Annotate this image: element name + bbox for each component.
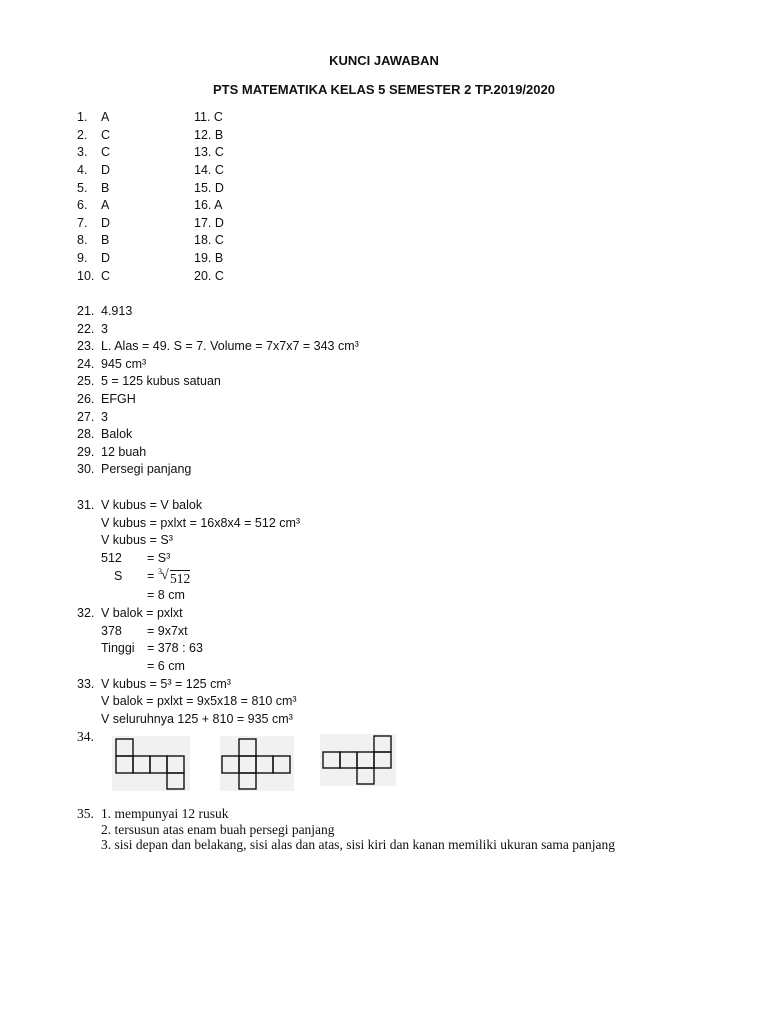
answer-line: V kubus = 5³ = 125 cm³	[101, 677, 231, 691]
answer-line: =	[147, 569, 155, 583]
answer-line: 378	[101, 624, 122, 638]
answer-line: S	[114, 569, 123, 583]
answer-line: V kubus = V balok	[101, 498, 203, 512]
cube-net-figure	[112, 736, 190, 791]
answer-line: = 8 cm	[147, 588, 185, 602]
answer-line: V kubus = S³	[101, 533, 173, 547]
cube-net-figure	[220, 736, 294, 791]
item-number: 32.	[77, 606, 95, 620]
answer-line: 512	[101, 551, 122, 565]
page-title: KUNCI JAWABAN	[329, 53, 439, 68]
cube-net-figure	[320, 734, 396, 786]
page-subtitle: PTS MATEMATIKA KELAS 5 SEMESTER 2 TP.2019/2020	[213, 82, 555, 97]
answer-line: 3. sisi depan dan belakang, sisi alas dan atas, sisi kiri dan kanan memiliki ukuran sama panjang	[101, 837, 616, 852]
answer-line: 1. mempunyai 12 rusuk	[101, 806, 229, 821]
answer-line: Tinggi	[101, 641, 135, 655]
answer-line: = 378 : 63	[147, 641, 203, 655]
answer-line: 2. tersusun atas enam buah persegi panjang	[101, 822, 335, 837]
item-number: 33.	[77, 677, 95, 691]
answer-key-page: KUNCI JAWABAN PTS MATEMATIKA KELAS 5 SEMESTER 2 TP.2019/2020 1. A 11. C 2. C 12. B 3. C 13. C 4. D 14. C 5. B 15. D 6. A 16. A 7. D 17. D 8. B 18. C 9. D 19. B 10. C 20. C 21. 4.913 22. 3 23. L. Alas = 49. S = 7. Volume = 7x7x7 = 343 cm³ 24. 945 cm³ 25. 5 = 125 kubus satuan 26. EFGH 27. 3 28. Balok 29. 12 buah 30. Persegi panjang 31. V kubus = V balok V kubus = pxlxt = 16x8x4 = 512 cm³ V kubus = S³ 512 = S³ S = 3 √ 512 = 8 cm 32. V balok = pxlxt 378 = 9x7xt Tinggi = 378 : 63 = 6 cm 33. V kubus = 5³ = 125 cm³ V balok = pxlxt = 9x5x18 = 810 cm³ V seluruhnya 125 + 810 = 935 cm³ 34. 35. 1. mempunyai 12 rusuk 2. tersusun atas enam buah persegi panjang 3. sisi depan dan belakang, sisi alas dan atas, sisi kiri dan kanan memiliki ukuran sama panjang	[0, 0, 768, 1024]
item-number: 34.	[77, 729, 94, 744]
item-number: 31.	[77, 498, 95, 512]
answer-line: = 6 cm	[147, 659, 185, 673]
answer-line: = S³	[147, 551, 171, 565]
answer-line: V seluruhnya 125 + 810 = 935 cm³	[101, 712, 293, 726]
answer-line: V balok = pxlxt	[101, 606, 183, 620]
answer-line: V kubus = pxlxt = 16x8x4 = 512 cm³	[101, 516, 301, 530]
answer-line: V balok = pxlxt = 9x5x18 = 810 cm³	[101, 694, 297, 708]
item-number: 35.	[77, 806, 94, 821]
answer-line: = 9x7xt	[147, 624, 188, 638]
